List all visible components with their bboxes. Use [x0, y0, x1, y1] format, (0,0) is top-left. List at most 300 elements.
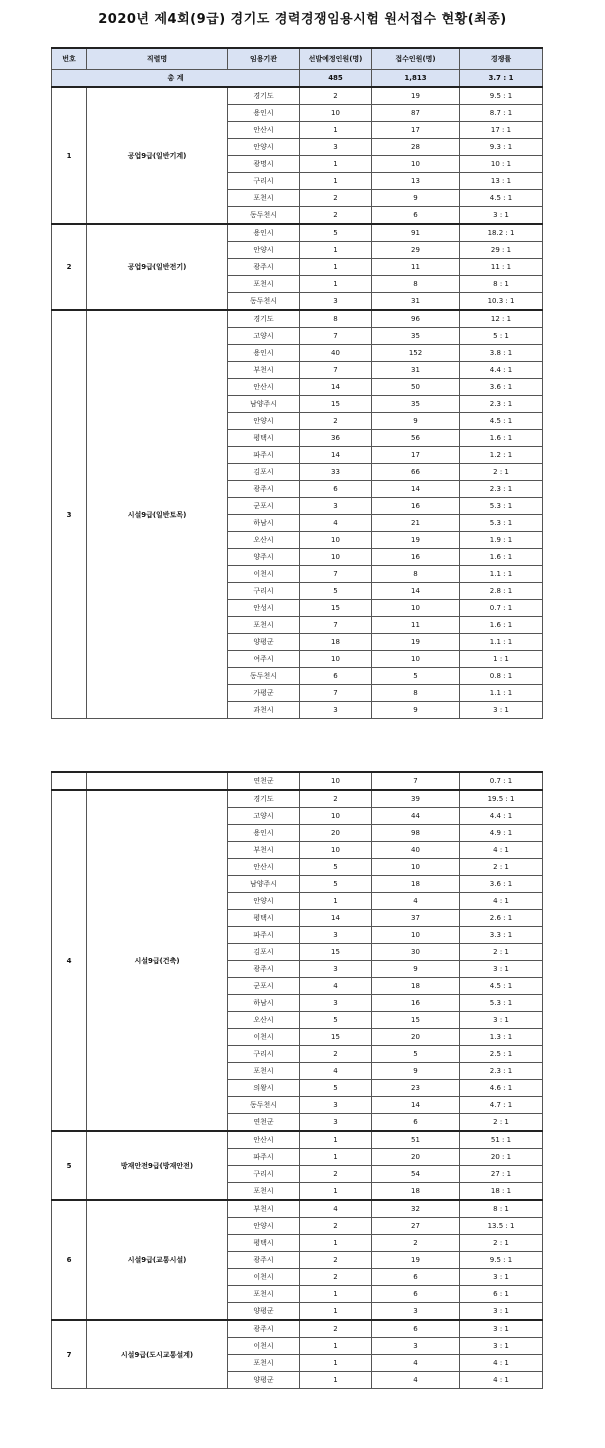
ratio-cell: 9.3 : 1 [460, 139, 543, 156]
planned-cell: 4 [300, 1200, 372, 1218]
applied-cell: 11 [372, 617, 460, 634]
agency-cell: 광주시 [228, 1320, 300, 1338]
planned-cell: 1 [300, 1183, 372, 1201]
agency-cell: 양평군 [228, 1303, 300, 1321]
agency-cell: 평택시 [228, 1235, 300, 1252]
agency-cell: 양평군 [228, 634, 300, 651]
agency-cell: 고양시 [228, 328, 300, 345]
agency-cell: 파주시 [228, 1149, 300, 1166]
planned-cell: 15 [300, 944, 372, 961]
planned-cell: 1 [300, 173, 372, 190]
planned-cell: 2 [300, 1166, 372, 1183]
applied-cell: 35 [372, 396, 460, 413]
total-ratio: 3.7 : 1 [460, 70, 543, 88]
agency-cell: 광주시 [228, 1252, 300, 1269]
agency-cell: 연천군 [228, 772, 300, 790]
ratio-cell: 13.5 : 1 [460, 1218, 543, 1235]
ratio-cell: 2.3 : 1 [460, 481, 543, 498]
ratio-cell: 6 : 1 [460, 1286, 543, 1303]
ratio-cell: 1.1 : 1 [460, 685, 543, 702]
planned-cell: 7 [300, 685, 372, 702]
planned-cell: 1 [300, 1372, 372, 1389]
planned-cell: 7 [300, 362, 372, 379]
header-number: 번호 [52, 48, 87, 70]
ratio-cell: 3.8 : 1 [460, 345, 543, 362]
ratio-cell: 29 : 1 [460, 242, 543, 259]
ratio-cell: 3.6 : 1 [460, 379, 543, 396]
ratio-cell: 3.3 : 1 [460, 927, 543, 944]
table-row [52, 790, 543, 808]
agency-cell: 안성시 [228, 600, 300, 617]
ratio-cell: 11 : 1 [460, 259, 543, 276]
recruitment-table-page2 [51, 771, 543, 1389]
planned-cell: 10 [300, 549, 372, 566]
planned-cell: 3 [300, 927, 372, 944]
ratio-cell: 1.6 : 1 [460, 430, 543, 447]
header-agency: 임용기관 [228, 48, 300, 70]
planned-cell: 5 [300, 583, 372, 600]
applied-cell: 4 [372, 1355, 460, 1372]
agency-cell: 구리시 [228, 1166, 300, 1183]
planned-cell: 2 [300, 1046, 372, 1063]
ratio-cell: 1.9 : 1 [460, 532, 543, 549]
ratio-cell: 8.7 : 1 [460, 105, 543, 122]
agency-cell: 용인시 [228, 105, 300, 122]
planned-cell: 14 [300, 379, 372, 396]
agency-cell: 포천시 [228, 1063, 300, 1080]
agency-cell: 경기도 [228, 310, 300, 328]
applied-cell: 10 [372, 927, 460, 944]
table-row [52, 1320, 543, 1338]
group-number: 5 [52, 1131, 87, 1200]
agency-cell: 안양시 [228, 413, 300, 430]
applied-cell: 96 [372, 310, 460, 328]
ratio-cell: 4.5 : 1 [460, 413, 543, 430]
ratio-cell: 4.7 : 1 [460, 1097, 543, 1114]
applied-cell: 29 [372, 242, 460, 259]
ratio-cell: 19.5 : 1 [460, 790, 543, 808]
applied-cell: 8 [372, 566, 460, 583]
agency-cell: 광주시 [228, 481, 300, 498]
planned-cell: 2 [300, 1252, 372, 1269]
agency-cell: 과천시 [228, 702, 300, 719]
group-number-continued [52, 772, 87, 790]
agency-cell: 양주시 [228, 549, 300, 566]
applied-cell: 14 [372, 1097, 460, 1114]
applied-cell: 6 [372, 1269, 460, 1286]
ratio-cell: 3 : 1 [460, 207, 543, 225]
applied-cell: 10 [372, 600, 460, 617]
table-row [52, 310, 543, 328]
agency-cell: 남양주시 [228, 396, 300, 413]
ratio-cell: 27 : 1 [460, 1166, 543, 1183]
planned-cell: 2 [300, 1269, 372, 1286]
planned-cell: 3 [300, 139, 372, 156]
planned-cell: 40 [300, 345, 372, 362]
planned-cell: 5 [300, 859, 372, 876]
agency-cell: 경기도 [228, 87, 300, 105]
applied-cell: 16 [372, 549, 460, 566]
ratio-cell: 0.8 : 1 [460, 668, 543, 685]
applied-cell: 66 [372, 464, 460, 481]
applied-cell: 9 [372, 1063, 460, 1080]
applied-cell: 44 [372, 808, 460, 825]
applied-cell: 6 [372, 1286, 460, 1303]
planned-cell: 3 [300, 961, 372, 978]
planned-cell: 1 [300, 1303, 372, 1321]
agency-cell: 이천시 [228, 566, 300, 583]
job-series-name: 시설9급(도시교통설계) [87, 1320, 228, 1389]
applied-cell: 30 [372, 944, 460, 961]
agency-cell: 안양시 [228, 139, 300, 156]
ratio-cell: 1.1 : 1 [460, 566, 543, 583]
applied-cell: 7 [372, 772, 460, 790]
ratio-cell: 4 : 1 [460, 842, 543, 859]
agency-cell: 이천시 [228, 1338, 300, 1355]
planned-cell: 1 [300, 122, 372, 139]
agency-cell: 하남시 [228, 995, 300, 1012]
planned-cell: 1 [300, 1149, 372, 1166]
planned-cell: 2 [300, 790, 372, 808]
header-job-series: 직렬명 [87, 48, 228, 70]
planned-cell: 5 [300, 224, 372, 242]
agency-cell: 구리시 [228, 583, 300, 600]
job-series-name-continued [87, 772, 228, 790]
ratio-cell: 13 : 1 [460, 173, 543, 190]
ratio-cell: 12 : 1 [460, 310, 543, 328]
header-applied: 접수인원(명) [372, 48, 460, 70]
planned-cell: 1 [300, 1131, 372, 1149]
agency-cell: 안산시 [228, 379, 300, 396]
planned-cell: 2 [300, 87, 372, 105]
planned-cell: 36 [300, 430, 372, 447]
planned-cell: 14 [300, 910, 372, 927]
total-applied: 1,813 [372, 70, 460, 88]
planned-cell: 6 [300, 668, 372, 685]
agency-cell: 광주시 [228, 259, 300, 276]
planned-cell: 5 [300, 1080, 372, 1097]
agency-cell: 파주시 [228, 927, 300, 944]
applied-cell: 3 [372, 1303, 460, 1321]
ratio-cell: 8 : 1 [460, 1200, 543, 1218]
planned-cell: 7 [300, 328, 372, 345]
total-label: 총 계 [52, 70, 300, 88]
applied-cell: 9 [372, 413, 460, 430]
ratio-cell: 3 : 1 [460, 1303, 543, 1321]
agency-cell: 이천시 [228, 1269, 300, 1286]
ratio-cell: 18.2 : 1 [460, 224, 543, 242]
agency-cell: 부천시 [228, 1200, 300, 1218]
agency-cell: 안산시 [228, 859, 300, 876]
planned-cell: 1 [300, 1235, 372, 1252]
applied-cell: 14 [372, 481, 460, 498]
ratio-cell: 20 : 1 [460, 1149, 543, 1166]
ratio-cell: 4.9 : 1 [460, 825, 543, 842]
ratio-cell: 4.4 : 1 [460, 362, 543, 379]
ratio-cell: 0.7 : 1 [460, 600, 543, 617]
ratio-cell: 3.6 : 1 [460, 876, 543, 893]
planned-cell: 1 [300, 276, 372, 293]
ratio-cell: 1.2 : 1 [460, 447, 543, 464]
ratio-cell: 51 : 1 [460, 1131, 543, 1149]
planned-cell: 4 [300, 515, 372, 532]
applied-cell: 9 [372, 190, 460, 207]
ratio-cell: 10.3 : 1 [460, 293, 543, 311]
agency-cell: 포천시 [228, 1183, 300, 1201]
agency-cell: 구리시 [228, 173, 300, 190]
ratio-cell: 0.7 : 1 [460, 772, 543, 790]
applied-cell: 14 [372, 583, 460, 600]
agency-cell: 부천시 [228, 842, 300, 859]
applied-cell: 32 [372, 1200, 460, 1218]
applied-cell: 20 [372, 1029, 460, 1046]
ratio-cell: 3 : 1 [460, 1320, 543, 1338]
agency-cell: 군포시 [228, 498, 300, 515]
agency-cell: 김포시 [228, 944, 300, 961]
group-number: 4 [52, 790, 87, 1131]
planned-cell: 1 [300, 893, 372, 910]
agency-cell: 동두천시 [228, 1097, 300, 1114]
ratio-cell: 1.3 : 1 [460, 1029, 543, 1046]
ratio-cell: 2.8 : 1 [460, 583, 543, 600]
ratio-cell: 4 : 1 [460, 1355, 543, 1372]
ratio-cell: 3 : 1 [460, 1338, 543, 1355]
planned-cell: 8 [300, 310, 372, 328]
table-row [52, 87, 543, 105]
planned-cell: 10 [300, 842, 372, 859]
ratio-cell: 4.6 : 1 [460, 1080, 543, 1097]
header-planned: 선발예정인원(명) [300, 48, 372, 70]
agency-cell: 포천시 [228, 1355, 300, 1372]
applied-cell: 16 [372, 498, 460, 515]
planned-cell: 2 [300, 190, 372, 207]
planned-cell: 10 [300, 651, 372, 668]
ratio-cell: 1.1 : 1 [460, 634, 543, 651]
ratio-cell: 2 : 1 [460, 859, 543, 876]
applied-cell: 18 [372, 876, 460, 893]
planned-cell: 15 [300, 600, 372, 617]
agency-cell: 부천시 [228, 362, 300, 379]
applied-cell: 3 [372, 1338, 460, 1355]
agency-cell: 안산시 [228, 122, 300, 139]
applied-cell: 20 [372, 1149, 460, 1166]
planned-cell: 20 [300, 825, 372, 842]
planned-cell: 3 [300, 702, 372, 719]
agency-cell: 양평군 [228, 1372, 300, 1389]
applied-cell: 17 [372, 447, 460, 464]
applied-cell: 19 [372, 1252, 460, 1269]
applied-cell: 19 [372, 532, 460, 549]
applied-cell: 17 [372, 122, 460, 139]
ratio-cell: 5.3 : 1 [460, 995, 543, 1012]
applied-cell: 8 [372, 276, 460, 293]
applied-cell: 18 [372, 978, 460, 995]
agency-cell: 여주시 [228, 651, 300, 668]
planned-cell: 3 [300, 293, 372, 311]
ratio-cell: 2.5 : 1 [460, 1046, 543, 1063]
ratio-cell: 9.5 : 1 [460, 1252, 543, 1269]
applied-cell: 87 [372, 105, 460, 122]
applied-cell: 19 [372, 634, 460, 651]
applied-cell: 31 [372, 362, 460, 379]
agency-cell: 포천시 [228, 190, 300, 207]
job-series-name: 시설9급(교통시설) [87, 1200, 228, 1320]
header-ratio: 경쟁률 [460, 48, 543, 70]
applied-cell: 37 [372, 910, 460, 927]
agency-cell: 안양시 [228, 1218, 300, 1235]
agency-cell: 남양주시 [228, 876, 300, 893]
planned-cell: 1 [300, 1338, 372, 1355]
agency-cell: 포천시 [228, 276, 300, 293]
applied-cell: 23 [372, 1080, 460, 1097]
ratio-cell: 5.3 : 1 [460, 515, 543, 532]
applied-cell: 19 [372, 87, 460, 105]
ratio-cell: 9.5 : 1 [460, 87, 543, 105]
job-series-name: 공업9급(일반전기) [87, 224, 228, 310]
agency-cell: 포천시 [228, 1286, 300, 1303]
planned-cell: 10 [300, 808, 372, 825]
planned-cell: 2 [300, 1320, 372, 1338]
planned-cell: 15 [300, 396, 372, 413]
group-number: 1 [52, 87, 87, 224]
applied-cell: 27 [372, 1218, 460, 1235]
ratio-cell: 5.3 : 1 [460, 498, 543, 515]
planned-cell: 1 [300, 1355, 372, 1372]
total-planned: 485 [300, 70, 372, 88]
ratio-cell: 2 : 1 [460, 944, 543, 961]
applied-cell: 50 [372, 379, 460, 396]
planned-cell: 1 [300, 242, 372, 259]
applied-cell: 152 [372, 345, 460, 362]
planned-cell: 4 [300, 978, 372, 995]
ratio-cell: 2.6 : 1 [460, 910, 543, 927]
applied-cell: 6 [372, 207, 460, 225]
table-row [52, 772, 543, 790]
ratio-cell: 2.3 : 1 [460, 1063, 543, 1080]
ratio-cell: 18 : 1 [460, 1183, 543, 1201]
ratio-cell: 17 : 1 [460, 122, 543, 139]
applied-cell: 54 [372, 1166, 460, 1183]
applied-cell: 2 [372, 1235, 460, 1252]
agency-cell: 동두천시 [228, 293, 300, 311]
agency-cell: 용인시 [228, 224, 300, 242]
agency-cell: 이천시 [228, 1029, 300, 1046]
applied-cell: 98 [372, 825, 460, 842]
planned-cell: 2 [300, 207, 372, 225]
applied-cell: 4 [372, 1372, 460, 1389]
agency-cell: 평택시 [228, 430, 300, 447]
group-number: 7 [52, 1320, 87, 1389]
agency-cell: 가평군 [228, 685, 300, 702]
agency-cell: 용인시 [228, 345, 300, 362]
ratio-cell: 1 : 1 [460, 651, 543, 668]
applied-cell: 15 [372, 1012, 460, 1029]
ratio-cell: 3 : 1 [460, 961, 543, 978]
applied-cell: 10 [372, 156, 460, 173]
planned-cell: 1 [300, 156, 372, 173]
ratio-cell: 2 : 1 [460, 1235, 543, 1252]
ratio-cell: 3 : 1 [460, 702, 543, 719]
planned-cell: 3 [300, 1097, 372, 1114]
ratio-cell: 2 : 1 [460, 1114, 543, 1132]
planned-cell: 18 [300, 634, 372, 651]
ratio-cell: 2 : 1 [460, 464, 543, 481]
planned-cell: 14 [300, 447, 372, 464]
ratio-cell: 5 : 1 [460, 328, 543, 345]
planned-cell: 10 [300, 105, 372, 122]
ratio-cell: 4.5 : 1 [460, 190, 543, 207]
ratio-cell: 10 : 1 [460, 156, 543, 173]
agency-cell: 용인시 [228, 825, 300, 842]
agency-cell: 연천군 [228, 1114, 300, 1132]
applied-cell: 9 [372, 702, 460, 719]
applied-cell: 28 [372, 139, 460, 156]
agency-cell: 오산시 [228, 1012, 300, 1029]
applied-cell: 31 [372, 293, 460, 311]
planned-cell: 2 [300, 413, 372, 430]
agency-cell: 오산시 [228, 532, 300, 549]
agency-cell: 의왕시 [228, 1080, 300, 1097]
agency-cell: 평택시 [228, 910, 300, 927]
planned-cell: 10 [300, 532, 372, 549]
agency-cell: 군포시 [228, 978, 300, 995]
applied-cell: 10 [372, 859, 460, 876]
job-series-name: 공업9급(일반기계) [87, 87, 228, 224]
applied-cell: 6 [372, 1320, 460, 1338]
planned-cell: 6 [300, 481, 372, 498]
planned-cell: 1 [300, 1286, 372, 1303]
table-row [52, 224, 543, 242]
table-header-row [52, 48, 543, 70]
agency-cell: 하남시 [228, 515, 300, 532]
job-series-name: 방재안전9급(방재안전) [87, 1131, 228, 1200]
agency-cell: 포천시 [228, 617, 300, 634]
ratio-cell: 1.6 : 1 [460, 617, 543, 634]
planned-cell: 7 [300, 617, 372, 634]
agency-cell: 파주시 [228, 447, 300, 464]
applied-cell: 35 [372, 328, 460, 345]
agency-cell: 안양시 [228, 893, 300, 910]
planned-cell: 7 [300, 566, 372, 583]
ratio-cell: 3 : 1 [460, 1012, 543, 1029]
agency-cell: 고양시 [228, 808, 300, 825]
planned-cell: 5 [300, 876, 372, 893]
applied-cell: 5 [372, 1046, 460, 1063]
planned-cell: 15 [300, 1029, 372, 1046]
agency-cell: 광주시 [228, 961, 300, 978]
agency-cell: 경기도 [228, 790, 300, 808]
planned-cell: 4 [300, 1063, 372, 1080]
planned-cell: 1 [300, 259, 372, 276]
agency-cell: 구리시 [228, 1046, 300, 1063]
agency-cell: 동두천시 [228, 668, 300, 685]
planned-cell: 3 [300, 995, 372, 1012]
ratio-cell: 4 : 1 [460, 1372, 543, 1389]
applied-cell: 21 [372, 515, 460, 532]
group-number: 3 [52, 310, 87, 719]
applied-cell: 10 [372, 651, 460, 668]
agency-cell: 광명시 [228, 156, 300, 173]
ratio-cell: 4.4 : 1 [460, 808, 543, 825]
planned-cell: 10 [300, 772, 372, 790]
total-row [52, 70, 543, 88]
applied-cell: 13 [372, 173, 460, 190]
page-title: 2020년 제4회(9급) 경기도 경력경쟁임용시험 원서접수 현황(최종) [98, 12, 507, 27]
agency-cell: 동두천시 [228, 207, 300, 225]
applied-cell: 16 [372, 995, 460, 1012]
group-number: 6 [52, 1200, 87, 1320]
planned-cell: 3 [300, 1114, 372, 1132]
